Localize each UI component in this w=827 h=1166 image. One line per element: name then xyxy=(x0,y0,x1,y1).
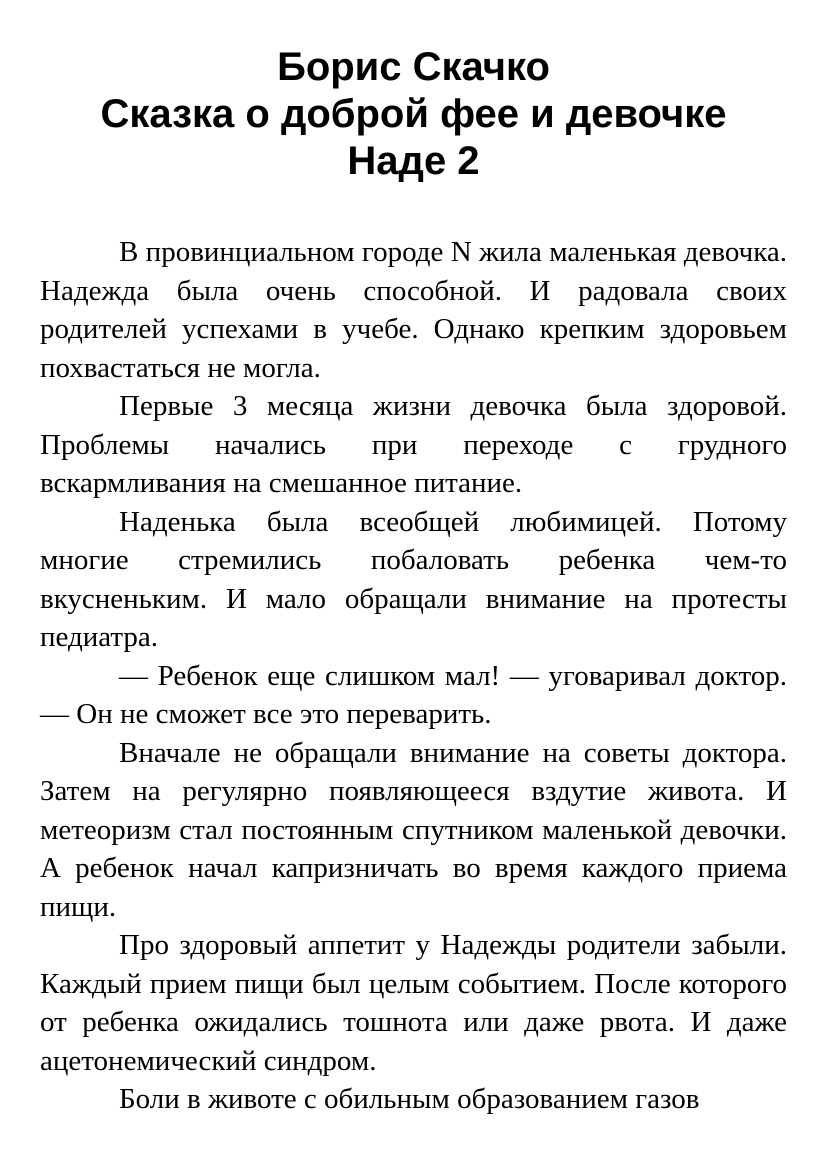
paragraph: Про здоровый аппетит у Надежды родители забыли. Каждый прием пищи был целым событием. После которого от ребенка ожидались тошнота или даже рвота. И даже ацетонемический синдром. xyxy=(40,929,787,1077)
body-text xyxy=(40,233,787,1119)
paragraph: В провинциальном городе N жила маленькая девочка. Надежда была очень способной. И радовала своих родителей успехами в учебе. Однако крепким здоровьем похвастаться не могла. xyxy=(40,236,787,384)
title-line-1: Сказка о доброй фее и девочке xyxy=(100,92,727,136)
title-line-2: Наде 2 xyxy=(347,139,480,183)
paragraph: Боли в животе с обильным образованием газов xyxy=(119,1083,700,1115)
paragraph: Первые 3 месяца жизни девочка была здоровой. Проблемы начались при переходе с грудного вскармливания на смешанное питание. xyxy=(40,390,787,499)
author-name: Борис Скачко xyxy=(277,45,550,89)
paragraph: — Ребенок еще слишком мал! — уговаривал доктор. — Он не сможет все это переварить. xyxy=(40,659,787,730)
paragraph: Наденька была всеобщей любимицей. Потому многие стремились побаловать ребенка чем-то вкусненьким. И мало обращали внимание на протесты педиатра. xyxy=(40,505,787,653)
paragraph: Вначале не обращали внимание на советы доктора. Затем на регулярно появляющееся вздутие живота. И метеоризм стал постоянным спутником маленькой девочки. А ребенок начал капризничать во время каждого приема пищи. xyxy=(40,736,787,923)
title-block xyxy=(40,44,787,185)
